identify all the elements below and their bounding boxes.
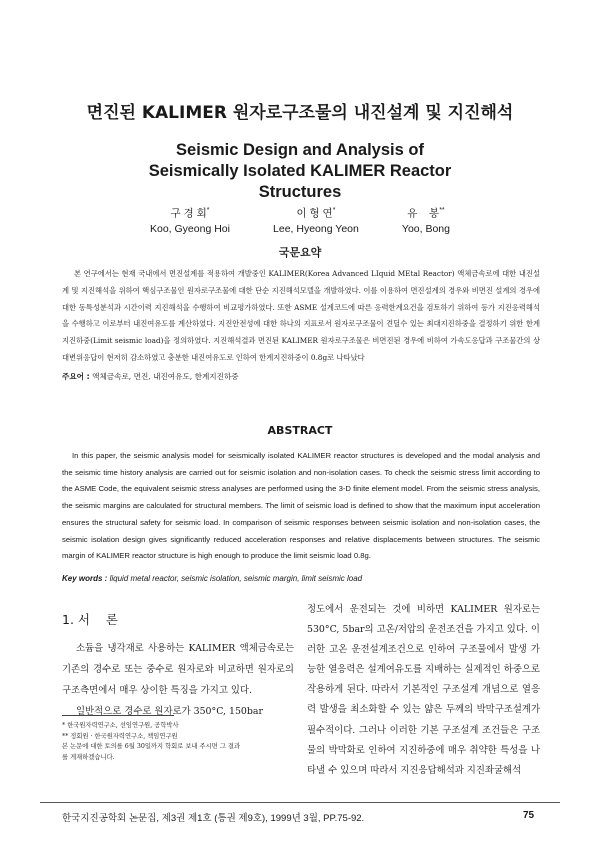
author-2-mark: * [332,207,336,214]
author-3-name-en: Yoo, Bong [401,222,450,235]
footer-divider [40,802,560,803]
body-left-column [62,638,294,722]
keywords-ko [62,371,540,382]
author-1-name-en: Koo, Gyeong Hoi [150,222,230,235]
footnote-3: 본 논문에 대한 토의를 6월 30일까지 학회로 보내 주시면 그 결과 [62,743,241,750]
author-list [150,203,450,237]
author-3-name-ko: 유 봉 [407,207,440,220]
author-3 [402,203,450,237]
abstract-en-heading: ABSTRACT [267,424,333,437]
section-title: 1. 서 론 [62,612,118,627]
footnote-4: 를 게재하겠습니다. [62,753,115,761]
abstract-ko-body: 본 연구에서는 현재 국내에서 면진설계를 적용하여 개발중인 KALIMER(Korea Advanced LIquid MEtal Reactor) 액체금속로에 대한 내진설계 및 지진해석을 위하여 핵심구조물인 원자로구조물에 대한 단순 지진해석모델을 개발하였다. 이를 이용하여 면진설계의 경우와 비면진 설계의 경우에 대한 동특성분석과 시간이력 지진해석을 수행하여 비교평가하였다. 또한 ASME 설계코드에 따른 응력한계요건을 검토하기 위하여 등가 지진응력해석을 수행하고 이로부터 내진여유도를 계산하였다. 지진안전성에 대한 하나의 지표로서 원자로구조물이 견딜수 있는 최대지진하중을 결정하기 위한 한계지진하중(Limit seismic load)을 정의하였다. 지진해석결과 면진된 KALIMER 원자로구조물은 비면진된 경우에 비하여 가속도응답과 구조물간의 상대변위응답이 현저히 감소하였고 충분한 내진여유도로 인하여 한계지진하중이 0.8g로 나타났다 [62,269,540,362]
keywords-en-label: Key words : [62,574,108,583]
keywords-ko-text: 액체금속로, 면진, 내진여유도, 한계지진하중 [92,372,239,381]
author-2-name-ko: 이 형 연 [296,207,333,220]
page-number: 75 [523,810,535,821]
keywords-en [62,574,540,583]
author-2 [273,203,359,237]
paragraph: 일반적으로 경수로 원자로가 350°C, 150bar [76,706,263,717]
journal-citation: 한국지진공학회 논문집, 제3권 제1호 (통권 제9호), 1999년 3월, PP.75-92. [62,813,365,824]
paragraph: 소듐을 냉각재로 사용하는 KALIMER 액체금속로는 기존의 경수로 또는 중수로 원자로와 비교하면 원자로의 구조측면에서 매우 상이한 특징을 가지고 있다. [62,643,294,696]
footnotes [62,721,294,763]
abstract-en-body: In this paper, the seismic analysis model for seismically isolated KALIMER reactor structures is developed and the modal analysis and the seismic time history analysis are carried out for seismic isolation and non-isolation cases. To check the seismic stress limit according to the ASME Code, the equivalent seismic stress analyses are performed using the 3-D finite element model. From the seismic stress analysis, the seismic margins are calculated for structural members. The limit of seismic load is defined to show that the maximum input acceleration ensures the structural safety for seismic load. In comparison of seismic responses between seismic isolation and non-isolation cases, the seismic isolation design gives significantly reduced acceleration responses and relative displacements between structures. The seismic margin of KALIMER reactor structure is high enough to produce the limit seismic load 0.8g. [62,451,540,561]
body-right-column [307,600,540,781]
author-1-mark: * [206,207,210,214]
title-english [0,140,600,203]
abstract-ko-heading: 국문요약 [278,246,322,259]
author-3-mark: ** [439,207,445,214]
author-2-name-en: Lee, Hyeong Yeon [273,222,359,235]
footnote-2: ** 정회원 · 한국원자력연구소, 책임연구원 [62,732,178,740]
keywords-en-text: liquid metal reactor, seismic isolation, seismic margin, limit seismic load [109,574,363,583]
footnote-divider [62,715,174,716]
author-1-name-ko: 구 경 회 [170,207,207,220]
author-1 [150,203,230,237]
title-korean: 면진된 KALIMER 원자로구조물의 내진설계 및 지진해석 [86,103,514,123]
keywords-ko-label: 주요어 : [62,372,90,381]
title-english-text: Seismic Design and Analysis of Seismically Isolated KALIMER Reactor Structures [148,141,452,201]
paragraph: 정도에서 운전되는 것에 비하면 KALIMER 원자로는 530°C, 5bar의 고온/저압의 운전조건을 가지고 있다. 이러한 고온 운전설계조건으로 인하여 구조물에서 발생 가능한 열응력은 설계여유도를 지배하는 실제적인 하중으로 작용하게 된다. 따라서 기본적인 구조설계 개념으로 열응력 발생을 최소화할 수 있는 얇은 두께의 박막구조설계가 필수적이다. 그러나 이러한 기본 구조설계 조건들은 구조물의 박막화로 인하여 지진하중에 매우 취약한 특성을 나타낼 수 있으며 따라서 지진응답해석과 지진좌굴해석 [307,604,540,776]
footnote-1: * 한국원자력연구소, 선임연구원, 공학박사 [62,722,179,729]
